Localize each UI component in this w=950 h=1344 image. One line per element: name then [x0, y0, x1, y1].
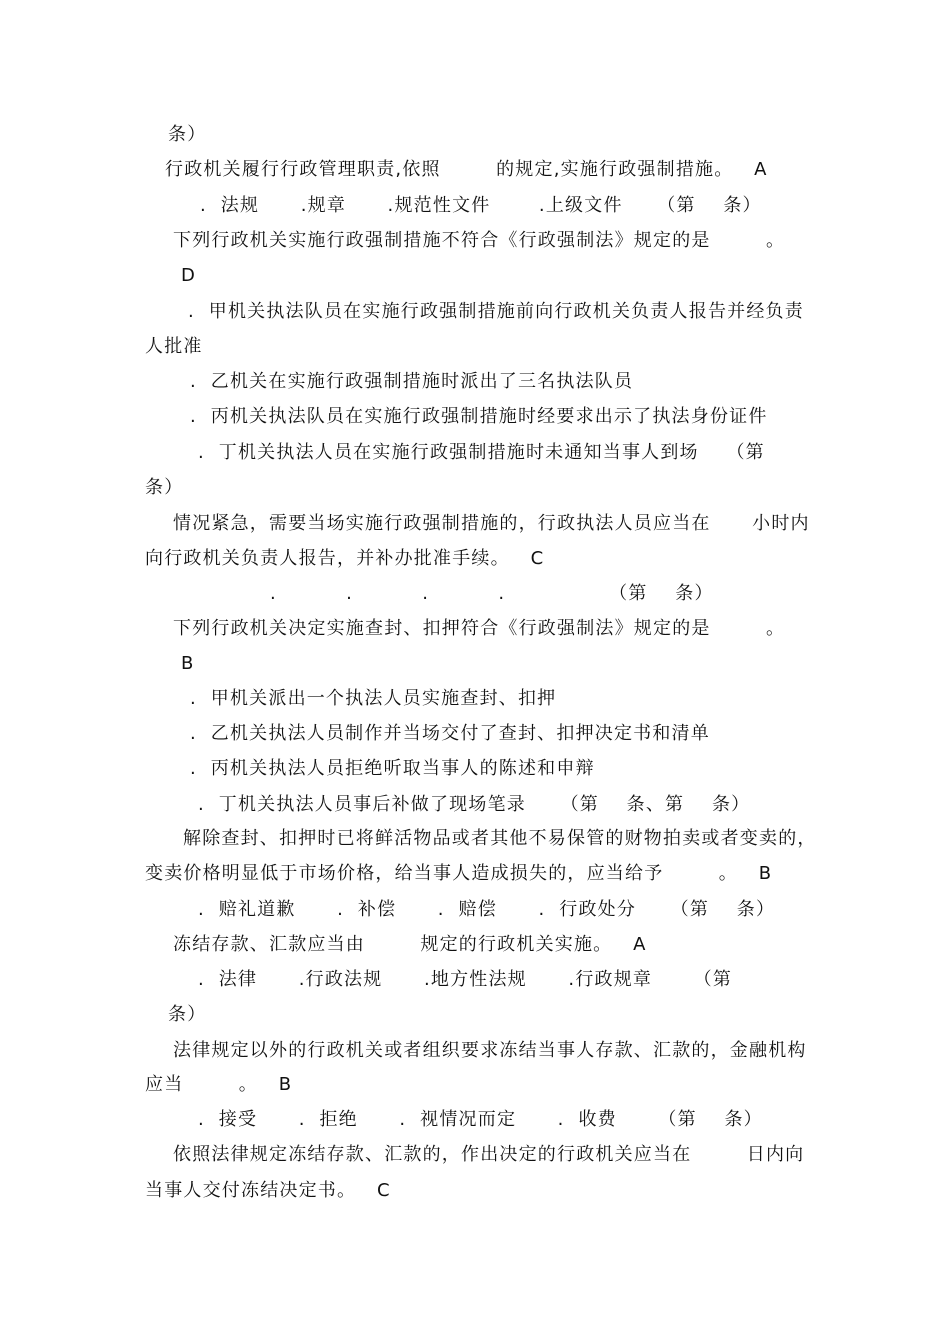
- text-line: 当事人交付冻结决定书。 C: [145, 1180, 391, 1201]
- option-line: . 乙机关在实施行政强制措施时派出了三名执法队员: [190, 371, 634, 392]
- question-line: 下列行政机关实施行政强制措施不符合《行政强制法》规定的是 。: [173, 230, 786, 251]
- text-line: 人批准: [145, 336, 203, 357]
- option-line: . 丁机关执法人员在实施行政强制措施时未通知当事人到场 （第: [198, 442, 765, 463]
- options-line: . 接受 . 拒绝 . 视情况而定 . 收费 （第 条）: [198, 1109, 763, 1130]
- option-line: . 甲机关派出一个执法人员实施查封、扣押: [190, 688, 557, 709]
- question-line: 情况紧急，需要当场实施行政强制措施的，行政执法人员应当在 小时内: [173, 513, 810, 534]
- option-line: . 乙机关执法人员制作并当场交付了查封、扣押决定书和清单: [190, 723, 710, 744]
- option-line: . 丙机关执法人员拒绝听取当事人的陈述和申辩: [190, 758, 595, 779]
- options-line: . . . . （第 条）: [270, 583, 714, 604]
- question-line: 冻结存款、汇款应当由 规定的行政机关实施。 A: [173, 934, 647, 955]
- option-line: . 丁机关执法人员事后补做了现场笔录 （第 条、第 条）: [198, 794, 751, 815]
- option-line: . 丙机关执法队员在实施行政强制措施时经要求出示了执法身份证件: [190, 406, 768, 427]
- question-line: 行政机关履行行政管理职责,依照 的规定,实施行政强制措施。 A: [165, 159, 768, 180]
- question-line: 依照法律规定冻结存款、汇款的，作出决定的行政机关应当在 日内向: [173, 1144, 805, 1165]
- answer-line: B: [181, 653, 195, 674]
- option-line: . 甲机关执法队员在实施行政强制措施前向行政机关负责人报告并经负责: [188, 301, 804, 322]
- options-line: . 法律 .行政法规 .地方性法规 .行政规章 （第: [198, 969, 733, 990]
- text-line: 条）: [145, 477, 184, 498]
- text-line: 变卖价格明显低于市场价格，给当事人造成损失的，应当给予 。 B: [145, 863, 773, 884]
- text-line: 向行政机关负责人报告，并补办批准手续。 C: [145, 548, 545, 569]
- options-line: . 赔礼道歉 . 补偿 . 赔偿 . 行政处分 （第 条）: [198, 899, 776, 920]
- question-line: 解除查封、扣押时已将鲜活物品或者其他不易保管的财物拍卖或者变卖的，: [183, 828, 817, 849]
- options-line: . 法规 .规章 .规范性文件 .上级文件 （第 条）: [200, 195, 762, 216]
- answer-line: D: [181, 265, 197, 286]
- question-line: 下列行政机关决定实施查封、扣押符合《行政强制法》规定的是 。: [173, 618, 786, 639]
- question-line: 法律规定以外的行政机关或者组织要求冻结当事人存款、汇款的，金融机构: [173, 1040, 807, 1061]
- text-line: 条）: [168, 124, 207, 145]
- text-line: 应当 。 B: [145, 1074, 293, 1095]
- text-line: 条）: [168, 1004, 207, 1025]
